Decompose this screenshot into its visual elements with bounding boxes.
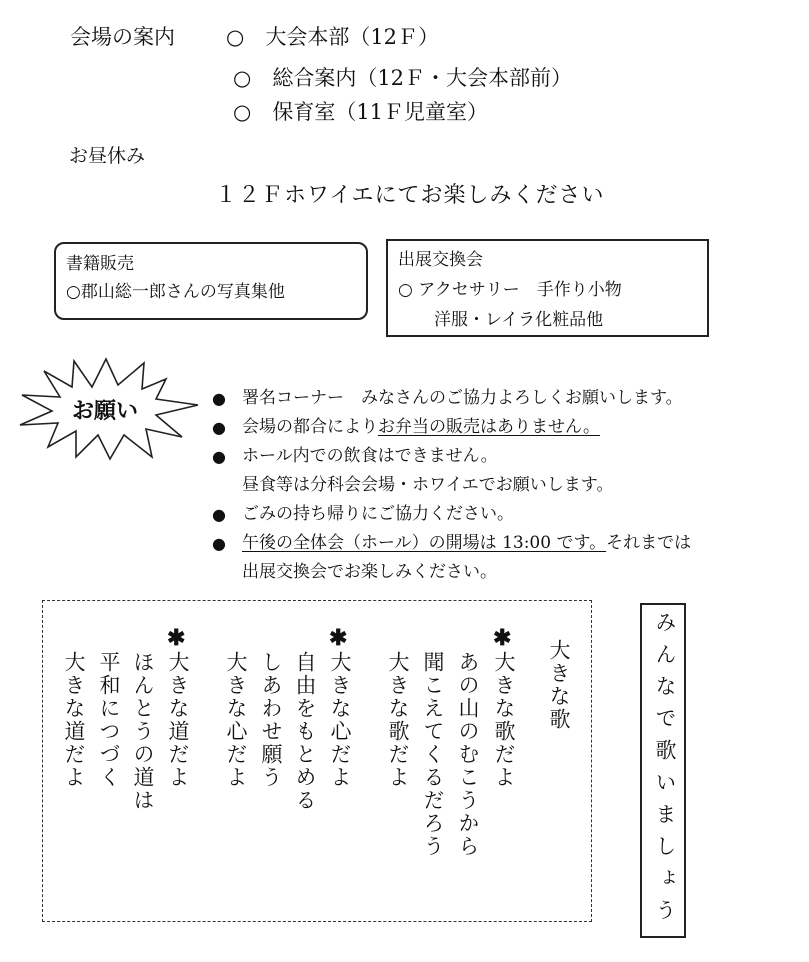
song-lyrics-box (42, 600, 592, 922)
verse3-line1: 大きな道だよ (166, 651, 190, 789)
exhibition-line2: 洋服・レイラ化粧品他 (434, 310, 604, 330)
exhibition-line1: ○ アクセサリー 手作り小物 (398, 280, 622, 300)
verse2-line1: 大きな心だよ (328, 651, 352, 789)
verse3-line2: ほんとうの道は (131, 651, 155, 812)
verse3-line3: 平和につづく (97, 651, 121, 789)
exhibition-box (386, 239, 709, 337)
asterisk-icon: ✱ (167, 625, 186, 651)
request-list (212, 384, 691, 587)
verse3-line4: 大きな道だよ (62, 651, 86, 789)
verse1-line3: 聞こえてくるだろう (421, 651, 445, 858)
song-title: 大きな歌 (547, 639, 571, 731)
book-sales-title: 書籍販売 (66, 254, 134, 274)
list-item: ● 午後の全体会（ホール）の開場は 13:00 です。 それまでは (212, 529, 691, 558)
verse1-line2: あの山のむこうから (456, 651, 480, 858)
verse2-line4: 大きな心だよ (224, 651, 248, 789)
sing-together-box (640, 603, 686, 938)
asterisk-icon: ✱ (329, 625, 348, 651)
book-sales-text: ○郡山総一郎さんの写真集他 (66, 282, 285, 302)
list-item-continuation: 出展交換会でお楽しみください。 (242, 562, 497, 582)
bullet-icon: ● (212, 534, 226, 553)
lunch-heading: お昼休み (69, 145, 146, 167)
asterisk-icon: ✱ (493, 625, 512, 651)
venue-item-nursery: ○ 保育室（11Ｆ児童室） (233, 100, 489, 124)
book-sales-box (54, 242, 368, 320)
venue-item-hq: ○ 大会本部（12Ｆ） (226, 25, 440, 49)
bullet-icon: ● (212, 505, 226, 524)
bullet-icon: ● (212, 447, 226, 466)
request-burst (14, 357, 204, 461)
verse2-line2: 自由をもとめる (293, 651, 317, 812)
list-item: ● ホール内での飲食はできません。 (212, 442, 691, 471)
venue-heading: 会場の案内 (70, 25, 175, 49)
verse1-line1: 大きな歌だよ (492, 651, 516, 789)
verse2-line3: しあわせ願う (259, 651, 283, 789)
bullet-icon: ● (212, 418, 226, 437)
venue-item-info: ○ 総合案内（12Ｆ・大会本部前） (233, 66, 573, 90)
sing-together-text: みんなで歌いましょう (653, 611, 677, 931)
bullet-icon: ● (212, 389, 226, 408)
list-item: ● 会場の都合により お弁当の販売はありません。 (212, 413, 691, 442)
verse1-line4: 大きな歌だよ (386, 651, 410, 789)
request-label: お願い (72, 398, 139, 424)
list-item: ● ごみの持ち帰りにご協力ください。 (212, 500, 691, 529)
list-item: ● 署名コーナー みなさんのご協力よろしくお願いします。 (212, 384, 691, 413)
lunch-text: １２Ｆホワイエにてお楽しみください (215, 183, 605, 208)
list-item-continuation: 昼食等は分科会会場・ホワイエでお願いします。 (242, 475, 614, 495)
exhibition-title: 出展交換会 (398, 250, 483, 270)
